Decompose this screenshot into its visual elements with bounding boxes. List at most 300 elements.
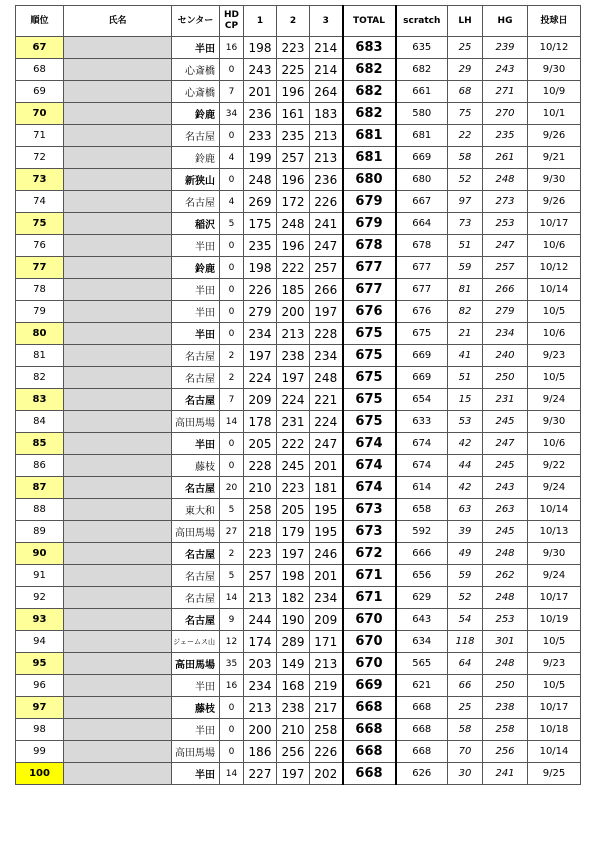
scratch-score: 674 [396,455,448,477]
center-cell: 名古屋 [172,191,220,213]
hdcp-cell: 5 [220,565,244,587]
header-hdcp [220,6,244,37]
lh-value: 25 [448,37,483,59]
rank-cell: 83 [16,389,64,411]
scratch-score: 675 [396,323,448,345]
center-cell: 半田 [172,301,220,323]
hdcp-cell: 0 [220,59,244,81]
hg-value: 248 [483,587,528,609]
game2-score: 198 [277,565,310,587]
hg-value: 248 [483,169,528,191]
game1-score: 178 [244,411,277,433]
game3-score: 201 [310,565,343,587]
table-row [16,389,581,411]
table-row [16,37,581,59]
lh-value: 73 [448,213,483,235]
game2-score: 225 [277,59,310,81]
game3-score: 266 [310,279,343,301]
total-score: 677 [343,257,396,279]
rank-cell: 79 [16,301,64,323]
name-cell [64,587,172,609]
hg-value: 266 [483,279,528,301]
play-date: 10/6 [528,323,581,345]
game2-score: 179 [277,521,310,543]
game3-score: 213 [310,653,343,675]
hg-value: 261 [483,147,528,169]
name-cell [64,345,172,367]
name-cell [64,323,172,345]
total-score: 671 [343,587,396,609]
hg-value: 234 [483,323,528,345]
game2-score: 256 [277,741,310,763]
game1-score: 198 [244,37,277,59]
table-row [16,213,581,235]
game1-score: 244 [244,609,277,631]
name-cell [64,37,172,59]
game1-score: 248 [244,169,277,191]
name-cell [64,389,172,411]
hdcp-cell: 0 [220,169,244,191]
total-score: 668 [343,741,396,763]
hdcp-cell: 4 [220,191,244,213]
total-score: 674 [343,433,396,455]
scratch-score: 677 [396,257,448,279]
game3-score: 181 [310,477,343,499]
center-cell: ジェームス山 [172,631,220,653]
hg-value: 245 [483,455,528,477]
hdcp-cell: 12 [220,631,244,653]
play-date: 9/26 [528,125,581,147]
rank-cell: 80 [16,323,64,345]
center-cell: 藤枝 [172,697,220,719]
game3-score: 226 [310,741,343,763]
table-row [16,147,581,169]
lh-value: 42 [448,433,483,455]
header-hdcp-line2: CP [224,21,239,31]
scratch-score: 565 [396,653,448,675]
scratch-score: 676 [396,301,448,323]
play-date: 10/13 [528,521,581,543]
rank-cell: 70 [16,103,64,125]
game2-score: 205 [277,499,310,521]
center-cell: 鈴鹿 [172,103,220,125]
name-cell [64,433,172,455]
hg-value: 258 [483,719,528,741]
name-cell [64,257,172,279]
header-game3: 3 [310,6,343,37]
total-score: 681 [343,125,396,147]
total-score: 668 [343,763,396,785]
game2-score: 197 [277,543,310,565]
total-score: 675 [343,411,396,433]
header-scratch: scratch [396,6,448,37]
center-cell: 鈴鹿 [172,147,220,169]
lh-value: 66 [448,675,483,697]
hdcp-cell: 34 [220,103,244,125]
scratch-score: 677 [396,279,448,301]
table-row [16,565,581,587]
center-cell: 名古屋 [172,565,220,587]
game1-score: 269 [244,191,277,213]
lh-value: 53 [448,411,483,433]
rank-cell: 68 [16,59,64,81]
table-row [16,125,581,147]
hg-value: 271 [483,81,528,103]
center-cell: 名古屋 [172,125,220,147]
lh-value: 82 [448,301,483,323]
game1-score: 243 [244,59,277,81]
name-cell [64,499,172,521]
hdcp-cell: 5 [220,213,244,235]
lh-value: 51 [448,367,483,389]
game1-score: 234 [244,323,277,345]
scratch-score: 682 [396,59,448,81]
table-row [16,719,581,741]
table-row [16,323,581,345]
game3-score: 213 [310,125,343,147]
table-row [16,697,581,719]
scratch-score: 674 [396,433,448,455]
hg-value: 243 [483,477,528,499]
rank-cell: 69 [16,81,64,103]
hdcp-cell: 0 [220,301,244,323]
name-cell [64,147,172,169]
total-score: 668 [343,719,396,741]
hg-value: 253 [483,609,528,631]
table-row [16,675,581,697]
total-score: 671 [343,565,396,587]
game2-score: 213 [277,323,310,345]
name-cell [64,653,172,675]
name-cell [64,521,172,543]
header-date: 投球日 [528,6,581,37]
rank-cell: 81 [16,345,64,367]
game2-score: 185 [277,279,310,301]
total-score: 673 [343,521,396,543]
play-date: 10/14 [528,279,581,301]
table-row [16,631,581,653]
name-cell [64,477,172,499]
scratch-score: 678 [396,235,448,257]
total-score: 670 [343,631,396,653]
game2-score: 248 [277,213,310,235]
game1-score: 226 [244,279,277,301]
game1-score: 257 [244,565,277,587]
game3-score: 258 [310,719,343,741]
game1-score: 198 [244,257,277,279]
hdcp-cell: 0 [220,741,244,763]
game2-score: 257 [277,147,310,169]
name-cell [64,411,172,433]
game2-score: 223 [277,37,310,59]
hg-value: 256 [483,741,528,763]
center-cell: 名古屋 [172,543,220,565]
game1-score: 279 [244,301,277,323]
lh-value: 75 [448,103,483,125]
center-cell: 高田馬場 [172,741,220,763]
ranking-table [15,5,581,785]
scratch-score: 668 [396,741,448,763]
game3-score: 221 [310,389,343,411]
scratch-score: 669 [396,345,448,367]
lh-value: 49 [448,543,483,565]
play-date: 9/26 [528,191,581,213]
hg-value: 245 [483,411,528,433]
play-date: 9/24 [528,389,581,411]
scratch-score: 635 [396,37,448,59]
lh-value: 81 [448,279,483,301]
game3-score: 214 [310,59,343,81]
hg-value: 250 [483,367,528,389]
total-score: 682 [343,59,396,81]
hdcp-cell: 27 [220,521,244,543]
table-row [16,235,581,257]
total-score: 677 [343,279,396,301]
center-cell: 新狭山 [172,169,220,191]
game2-score: 196 [277,169,310,191]
game2-score: 196 [277,235,310,257]
rank-cell: 67 [16,37,64,59]
game1-score: 210 [244,477,277,499]
lh-value: 30 [448,763,483,785]
game1-score: 233 [244,125,277,147]
lh-value: 118 [448,631,483,653]
center-cell: 半田 [172,763,220,785]
play-date: 10/14 [528,741,581,763]
rank-cell: 93 [16,609,64,631]
center-cell: 半田 [172,235,220,257]
game1-score: 223 [244,543,277,565]
hdcp-cell: 14 [220,411,244,433]
play-date: 9/30 [528,411,581,433]
play-date: 9/30 [528,59,581,81]
name-cell [64,719,172,741]
name-cell [64,81,172,103]
scratch-score: 664 [396,213,448,235]
rank-cell: 96 [16,675,64,697]
hdcp-cell: 7 [220,389,244,411]
game2-score: 231 [277,411,310,433]
scratch-score: 621 [396,675,448,697]
center-cell: 半田 [172,719,220,741]
game1-score: 258 [244,499,277,521]
game1-score: 234 [244,675,277,697]
play-date: 10/12 [528,257,581,279]
total-score: 674 [343,455,396,477]
name-cell [64,103,172,125]
game3-score: 209 [310,609,343,631]
play-date: 9/23 [528,653,581,675]
header-name: 氏名 [64,6,172,37]
total-score: 670 [343,609,396,631]
name-cell [64,169,172,191]
game1-score: 200 [244,719,277,741]
game2-score: 197 [277,763,310,785]
hdcp-cell: 35 [220,653,244,675]
play-date: 10/6 [528,235,581,257]
header-game1: 1 [244,6,277,37]
total-score: 673 [343,499,396,521]
lh-value: 44 [448,455,483,477]
play-date: 10/5 [528,675,581,697]
lh-value: 54 [448,609,483,631]
hdcp-cell: 4 [220,147,244,169]
hg-value: 247 [483,235,528,257]
hdcp-cell: 5 [220,499,244,521]
game1-score: 203 [244,653,277,675]
game1-score: 186 [244,741,277,763]
name-cell [64,59,172,81]
lh-value: 41 [448,345,483,367]
rank-cell: 87 [16,477,64,499]
rank-cell: 74 [16,191,64,213]
play-date: 10/19 [528,609,581,631]
game1-score: 213 [244,697,277,719]
scratch-score: 668 [396,697,448,719]
scratch-score: 629 [396,587,448,609]
lh-value: 22 [448,125,483,147]
game2-score: 149 [277,653,310,675]
scratch-score: 667 [396,191,448,213]
hg-value: 257 [483,257,528,279]
rank-cell: 91 [16,565,64,587]
scratch-score: 668 [396,719,448,741]
game1-score: 175 [244,213,277,235]
game3-score: 195 [310,499,343,521]
game3-score: 197 [310,301,343,323]
hg-value: 270 [483,103,528,125]
game3-score: 228 [310,323,343,345]
scratch-score: 634 [396,631,448,653]
total-score: 675 [343,345,396,367]
rank-cell: 89 [16,521,64,543]
play-date: 10/5 [528,631,581,653]
total-score: 675 [343,367,396,389]
play-date: 9/23 [528,345,581,367]
play-date: 10/5 [528,301,581,323]
hg-value: 301 [483,631,528,653]
table-row [16,521,581,543]
scratch-score: 656 [396,565,448,587]
table-row [16,367,581,389]
game2-score: 224 [277,389,310,411]
name-cell [64,213,172,235]
table-row [16,257,581,279]
scratch-score: 633 [396,411,448,433]
name-cell [64,279,172,301]
scratch-score: 592 [396,521,448,543]
game3-score: 183 [310,103,343,125]
lh-value: 25 [448,697,483,719]
lh-value: 59 [448,565,483,587]
scratch-score: 680 [396,169,448,191]
game1-score: 227 [244,763,277,785]
play-date: 10/9 [528,81,581,103]
name-cell [64,697,172,719]
lh-value: 42 [448,477,483,499]
total-score: 682 [343,81,396,103]
rank-cell: 72 [16,147,64,169]
header-center: センター [172,6,220,37]
game2-score: 172 [277,191,310,213]
game2-score: 222 [277,433,310,455]
center-cell: 高田馬場 [172,521,220,543]
table-row [16,543,581,565]
name-cell [64,301,172,323]
center-cell: 高田馬場 [172,653,220,675]
center-cell: 名古屋 [172,477,220,499]
game2-score: 182 [277,587,310,609]
game1-score: 236 [244,103,277,125]
rank-cell: 85 [16,433,64,455]
game3-score: 247 [310,433,343,455]
game3-score: 248 [310,367,343,389]
game1-score: 205 [244,433,277,455]
game3-score: 226 [310,191,343,213]
total-score: 672 [343,543,396,565]
play-date: 9/22 [528,455,581,477]
play-date: 9/24 [528,565,581,587]
header-hdcp-line1: HD [223,10,239,20]
game1-score: 213 [244,587,277,609]
header-total: TOTAL [343,6,396,37]
center-cell: 半田 [172,323,220,345]
hdcp-cell: 7 [220,81,244,103]
total-score: 683 [343,37,396,59]
center-cell: 名古屋 [172,389,220,411]
play-date: 9/24 [528,477,581,499]
play-date: 10/17 [528,587,581,609]
table-row [16,59,581,81]
name-cell [64,763,172,785]
scratch-score: 643 [396,609,448,631]
name-cell [64,609,172,631]
game2-score: 210 [277,719,310,741]
table-row [16,653,581,675]
lh-value: 15 [448,389,483,411]
game3-score: 246 [310,543,343,565]
rank-cell: 73 [16,169,64,191]
play-date: 9/30 [528,543,581,565]
lh-value: 97 [448,191,483,213]
center-cell: 鈴鹿 [172,257,220,279]
rank-cell: 92 [16,587,64,609]
hg-value: 248 [483,543,528,565]
total-score: 675 [343,323,396,345]
lh-value: 64 [448,653,483,675]
name-cell [64,191,172,213]
game3-score: 247 [310,235,343,257]
rank-cell: 97 [16,697,64,719]
rank-cell: 76 [16,235,64,257]
name-cell [64,631,172,653]
game3-score: 234 [310,345,343,367]
table-row [16,499,581,521]
game2-score: 222 [277,257,310,279]
game1-score: 224 [244,367,277,389]
lh-value: 59 [448,257,483,279]
hg-value: 262 [483,565,528,587]
total-score: 675 [343,389,396,411]
game3-score: 236 [310,169,343,191]
center-cell: 名古屋 [172,587,220,609]
total-score: 670 [343,653,396,675]
lh-value: 70 [448,741,483,763]
center-cell: 高田馬場 [172,411,220,433]
game2-score: 238 [277,345,310,367]
name-cell [64,543,172,565]
hg-value: 247 [483,433,528,455]
